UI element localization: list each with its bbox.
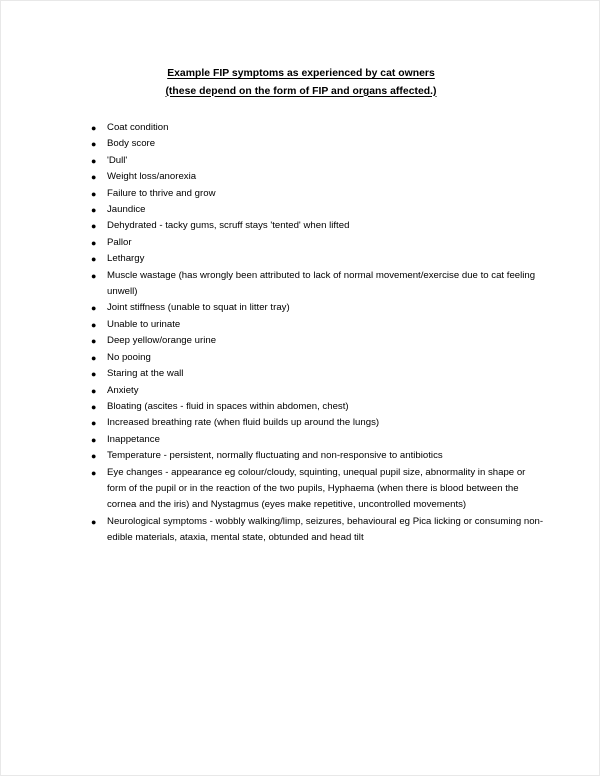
bullet-icon: ● — [91, 188, 97, 199]
list-item — [1, 202, 546, 218]
bullet-icon: ● — [91, 319, 97, 330]
list-item-label: Increased breathing rate (when fluid builds up around the lungs) — [107, 417, 380, 429]
list-item-label: 'Dull' — [107, 154, 128, 166]
bullet-icon: ● — [91, 139, 97, 150]
list-item-label: Dehydrated - tacky gums, scruff stays 'tented' when lifted — [107, 220, 350, 232]
bullet-icon: ● — [91, 303, 97, 314]
bullet-icon: ● — [91, 123, 97, 133]
bullet-icon: ● — [91, 451, 97, 462]
list-item-label: Unable to urinate — [107, 318, 181, 330]
bullet-icon: ● — [91, 418, 97, 429]
list-item-label: Inappetance — [107, 433, 160, 445]
list-item-label: Lethargy — [107, 253, 145, 265]
title-line-1 — [1, 64, 600, 82]
list-item-label: Bloating (ascites - fluid in spaces within abdomen, chest) — [107, 400, 349, 412]
list-item-label: Weight loss/anorexia — [107, 171, 197, 183]
bullet-icon: ● — [91, 155, 97, 166]
bullet-icon: ● — [91, 221, 97, 232]
list-item-label: Eye changes - appearance eg colour/cloudy, squinting, unequal pupil size, abnormality in shape or form of the pupil or in the reaction of the two pupils, Hyphaema (when there is blood between the cornea and the iris) and Nystagmus (eyes make repetitive, uncontrolled movements) — [107, 466, 526, 511]
bullet-icon: ● — [91, 205, 97, 216]
list-item — [1, 300, 546, 316]
list-item-label: Coat condition — [107, 122, 169, 133]
list-item — [1, 153, 546, 169]
bullet-icon: ● — [91, 352, 97, 363]
list-item-label: Temperature - persistent, normally fluctuating and non-responsive to antibiotics — [107, 450, 443, 462]
bullet-icon: ● — [91, 254, 97, 265]
list-item — [1, 366, 546, 382]
list-item — [1, 383, 546, 399]
bullet-icon: ● — [91, 369, 97, 380]
list-item — [1, 235, 546, 251]
list-item-label: Jaundice — [107, 204, 146, 216]
bullet-icon: ● — [91, 401, 97, 412]
list-item-label: Muscle wastage (has wrongly been attributed to lack of normal movement/exercise due to cat feeling unwell) — [107, 269, 536, 298]
list-item-label: Pallor — [107, 236, 132, 248]
list-item-label: No pooing — [107, 351, 151, 363]
list-item — [1, 136, 546, 152]
document-body — [1, 1, 600, 547]
list-item — [1, 317, 546, 333]
list-item-label: Neurological symptoms - wobbly walking/limp, seizures, behavioural eg Pica licking or consuming non-edible materials, ataxia, mental state, obtunded and head tilt — [107, 515, 544, 544]
bullet-icon: ● — [91, 336, 97, 347]
list-item-label: Staring at the wall — [107, 368, 184, 380]
list-item — [1, 186, 546, 202]
list-item — [1, 251, 546, 267]
list-item — [1, 218, 546, 234]
list-item-label: Deep yellow/orange urine — [107, 335, 217, 347]
title-line-2-text: (these depend on the form of FIP and organs affected.) — [165, 85, 437, 97]
symptom-list — [1, 120, 600, 547]
list-item — [1, 268, 546, 301]
list-item — [1, 333, 546, 349]
bullet-icon: ● — [91, 172, 97, 183]
list-item — [1, 350, 546, 366]
list-item-label: Anxiety — [107, 384, 139, 396]
list-item-label: Failure to thrive and grow — [107, 187, 216, 199]
list-item — [1, 120, 546, 136]
list-item — [1, 169, 546, 185]
bullet-icon: ● — [91, 385, 97, 396]
bullet-icon: ● — [91, 270, 97, 281]
bullet-icon: ● — [91, 516, 97, 527]
title-line-2 — [1, 82, 600, 100]
title-line-1-text: Example FIP symptoms as experienced by cat owners — [167, 68, 435, 79]
list-item — [1, 432, 546, 448]
bullet-icon: ● — [91, 467, 97, 478]
list-item — [1, 448, 546, 464]
bullet-icon: ● — [91, 434, 97, 445]
list-item — [1, 415, 546, 431]
bullet-icon: ● — [91, 237, 97, 248]
list-item-label: Joint stiffness (unable to squat in litter tray) — [107, 302, 290, 314]
list-item — [1, 465, 546, 514]
list-item-label: Body score — [107, 138, 156, 150]
list-item — [1, 514, 546, 547]
list-item — [1, 399, 546, 415]
document-title — [1, 64, 600, 99]
